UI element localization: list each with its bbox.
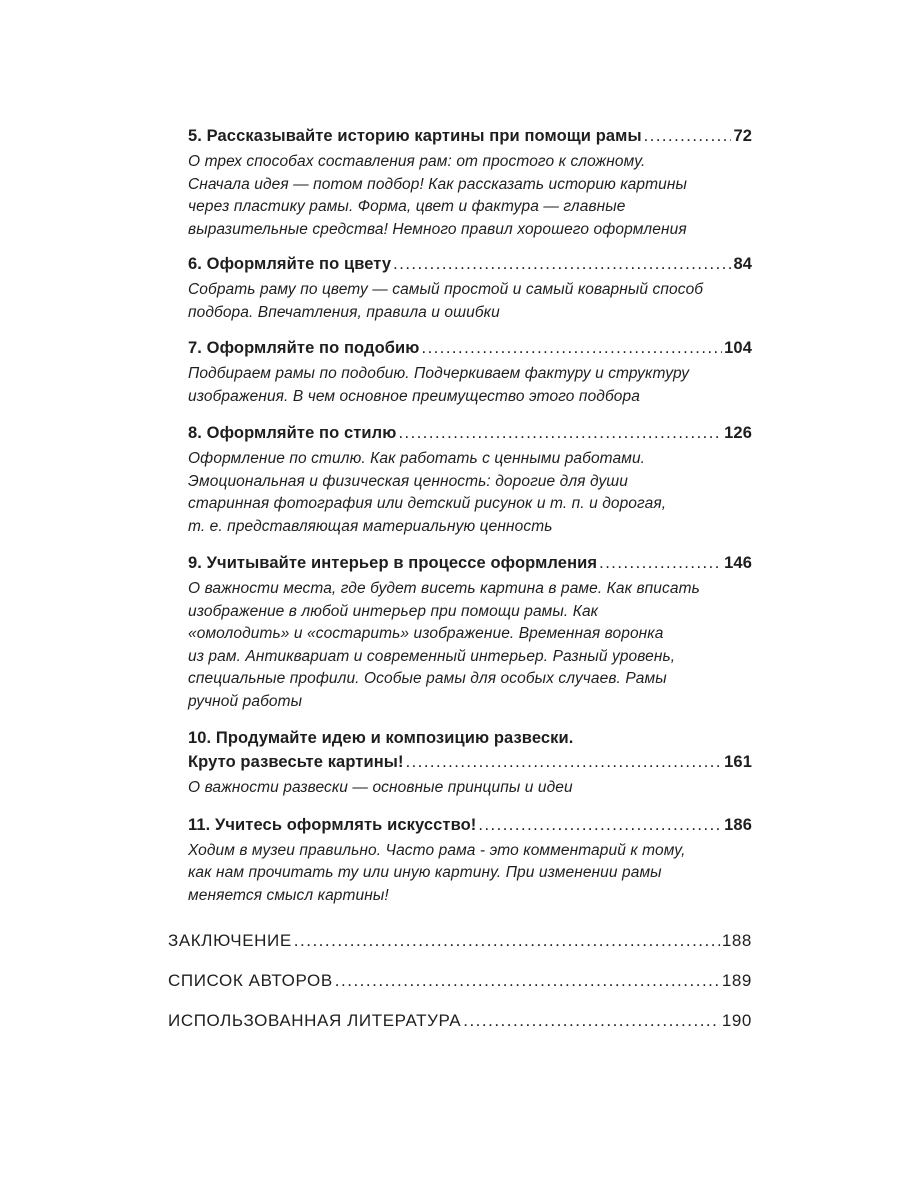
dot-leader bbox=[599, 551, 722, 575]
chapter-description bbox=[188, 840, 752, 908]
toc-entry-chapter-7[interactable] bbox=[188, 336, 752, 408]
toc-entry-heading[interactable] bbox=[188, 421, 752, 445]
dot-leader bbox=[335, 969, 720, 993]
toc-entry-heading[interactable] bbox=[188, 551, 752, 575]
toc-entry-chapter-5[interactable] bbox=[188, 124, 752, 241]
dot-leader bbox=[644, 124, 732, 148]
toc-entry-authors[interactable] bbox=[168, 969, 752, 993]
section-title: ЗАКЛЮЧЕНИЕ bbox=[168, 931, 292, 950]
page-number: 146 bbox=[724, 554, 752, 572]
section-title: ИСПОЛЬЗОВАННАЯ ЛИТЕРАТУРА bbox=[168, 1011, 462, 1030]
page-number: 189 bbox=[721, 971, 752, 990]
description-line: меняется смысл картины! bbox=[188, 886, 389, 904]
chapter-title: Круто развесьте картины! bbox=[188, 753, 404, 771]
toc-entry-chapter-8[interactable] bbox=[188, 421, 752, 538]
dot-leader bbox=[393, 252, 731, 276]
page-number: 126 bbox=[724, 424, 752, 442]
description-line: из рам. Антиквариат и современный интерьер. Разный уровень, bbox=[188, 647, 676, 665]
chapter-title: 8. Оформляйте по стилю bbox=[188, 424, 397, 442]
description-line: специальные профили. Особые рамы для особых случаев. Рамы bbox=[188, 670, 667, 687]
toc-entry-heading[interactable] bbox=[188, 336, 752, 360]
chapter-description bbox=[188, 279, 752, 324]
description-line: Собрать раму по цвету — самый простой и самый коварный способ bbox=[188, 281, 704, 298]
description-line: Эмоциональная и физическая ценность: дорогие для души bbox=[188, 472, 628, 490]
toc-entry-heading[interactable] bbox=[168, 969, 752, 993]
dot-leader bbox=[406, 750, 723, 774]
toc-entry-chapter-9[interactable] bbox=[188, 551, 752, 713]
section-title: СПИСОК АВТОРОВ bbox=[168, 971, 333, 990]
description-line: т. е. представляющая материальную ценность bbox=[188, 517, 553, 535]
dot-leader bbox=[421, 336, 722, 360]
toc-entry-heading[interactable] bbox=[168, 1009, 752, 1033]
chapter-title: 5. Рассказывайте историю картины при помощи рамы bbox=[188, 127, 642, 145]
description-line: Подбираем рамы по подобию. Подчеркиваем фактуру и структуру bbox=[188, 365, 690, 382]
toc-entry-chapter-6[interactable] bbox=[188, 252, 752, 324]
chapter-title-line-1: 10. Продумайте идею и композицию развески. bbox=[188, 729, 574, 747]
toc-entry-heading[interactable] bbox=[188, 813, 752, 837]
toc-entry-references[interactable] bbox=[168, 1009, 752, 1033]
description-line: О важности места, где будет висеть картина в раме. Как вписать bbox=[188, 580, 700, 597]
chapter-description bbox=[188, 777, 752, 800]
toc-entry-heading[interactable] bbox=[188, 750, 752, 774]
toc-entry-chapter-11[interactable] bbox=[188, 813, 752, 908]
chapter-description bbox=[188, 151, 752, 241]
page-number: 190 bbox=[721, 1011, 752, 1030]
dot-leader bbox=[478, 813, 722, 837]
chapter-title: 7. Оформляйте по подобию bbox=[188, 339, 420, 357]
description-line: ручной работы bbox=[188, 692, 303, 710]
description-line: через пластику рамы. Форма, цвет и фактура — главные bbox=[188, 198, 626, 215]
description-line: Сначала идея — потом подбор! Как рассказать историю картины bbox=[188, 175, 687, 193]
table-of-contents bbox=[168, 124, 752, 1033]
chapter-title: 6. Оформляйте по цвету bbox=[188, 255, 392, 273]
description-line: Ходим в музеи правильно. Часто рама - это комментарий к тому, bbox=[188, 841, 686, 859]
description-line: подбора. Впечатления, правила и ошибки bbox=[188, 303, 500, 321]
description-line: О важности развески — основные принципы и идеи bbox=[188, 779, 573, 796]
chapter-description bbox=[188, 363, 752, 408]
dot-leader bbox=[398, 421, 722, 445]
dot-leader bbox=[463, 1009, 720, 1033]
page-number: 104 bbox=[724, 339, 752, 357]
toc-entry-heading[interactable] bbox=[188, 124, 752, 148]
description-line: «омолодить» и «состарить» изображение. Временная воронка bbox=[188, 625, 664, 642]
page-number: 188 bbox=[721, 931, 752, 950]
description-line: О трех способах составления рам: от простого к сложному. bbox=[188, 153, 646, 170]
chapter-title: 9. Учитывайте интерьер в процессе оформления bbox=[188, 554, 598, 572]
page-number: 186 bbox=[724, 815, 752, 834]
description-line: изображения. В чем основное преимущество этого подбора bbox=[188, 387, 640, 405]
toc-entry-heading[interactable] bbox=[168, 929, 752, 953]
page-number: 84 bbox=[733, 255, 752, 273]
description-line: Оформление по стилю. Как работать с ценными работами. bbox=[188, 450, 646, 467]
chapter-title: 11. Учитесь оформлять искусство! bbox=[188, 815, 477, 834]
description-line: изображение в любой интерьер при помощи рамы. Как bbox=[188, 602, 599, 620]
chapter-description bbox=[188, 448, 752, 538]
page-number: 72 bbox=[733, 127, 752, 145]
page-number: 161 bbox=[724, 753, 752, 771]
dot-leader bbox=[294, 929, 720, 953]
description-line: как нам прочитать ту или иную картину. При изменении рамы bbox=[188, 864, 662, 881]
toc-entry-heading[interactable] bbox=[188, 252, 752, 276]
chapter-description bbox=[188, 578, 752, 713]
toc-entry-chapter-10[interactable] bbox=[188, 726, 752, 800]
toc-entry-conclusion[interactable] bbox=[168, 929, 752, 953]
description-line: старинная фотография или детский рисунок и т. п. и дорогая, bbox=[188, 495, 667, 512]
description-line: выразительные средства! Немного правил хорошего оформления bbox=[188, 220, 687, 238]
